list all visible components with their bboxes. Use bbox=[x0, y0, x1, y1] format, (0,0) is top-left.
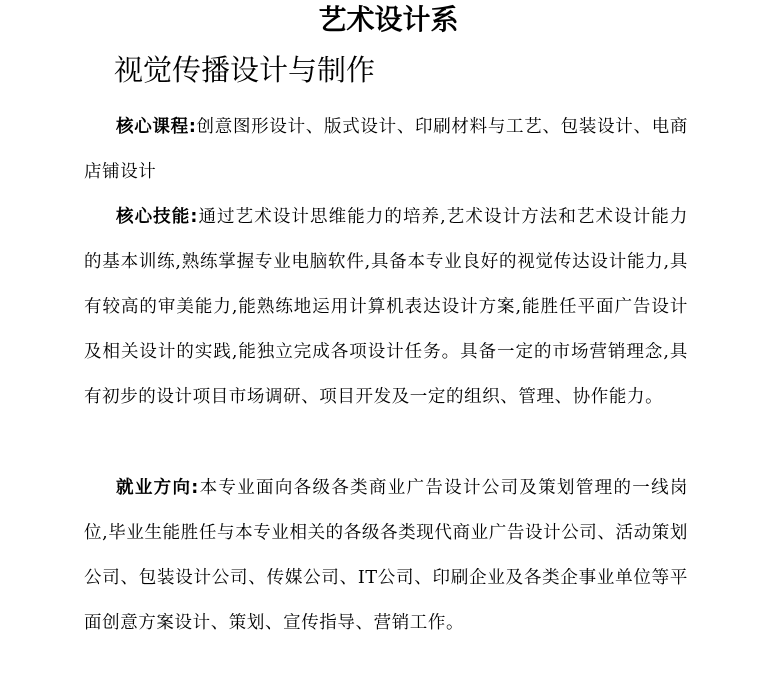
career-direction-text: 本专业面向各级各类商业广告设计公司及策划管理的一线岗位,毕业生能胜任与本专业相关的各级各类现代商业广告设计公司、活动策划公司、包装设计公司、传媒公司、IT公司、印刷企业及各类企事业单位等平面创意方案设计、策划、宣传指导、营销工作。 bbox=[84, 478, 688, 633]
core-courses-text: 创意图形设计、版式设计、印刷材料与工艺、包装设计、电商店铺设计 bbox=[84, 117, 689, 182]
core-skills-text: 通过艺术设计思维能力的培养,艺术设计方法和艺术设计能力的基本训练,熟练掌握专业电脑软件,具备本专业良好的视觉传达设计能力,具有较高的审美能力,能熟练地运用计算机表达设计方案,能胜任平面广告设计及相关设计的实践,能独立完成各项设计任务。具备一定的市场营销理念,具有初步的设计项目市场调研、项目开发及一定的组织、管理、协作能力。 bbox=[84, 207, 688, 407]
career-direction-paragraph bbox=[84, 466, 688, 646]
core-skills-label: 核心技能: bbox=[116, 207, 198, 227]
career-direction-label: 就业方向: bbox=[116, 478, 199, 498]
core-skills-paragraph bbox=[84, 195, 688, 420]
major-title: 视觉传播设计与制作 bbox=[114, 53, 376, 87]
department-title: 艺术设计系 bbox=[318, 3, 459, 36]
core-courses-paragraph bbox=[84, 105, 688, 195]
core-courses-label: 核心课程: bbox=[116, 117, 197, 137]
